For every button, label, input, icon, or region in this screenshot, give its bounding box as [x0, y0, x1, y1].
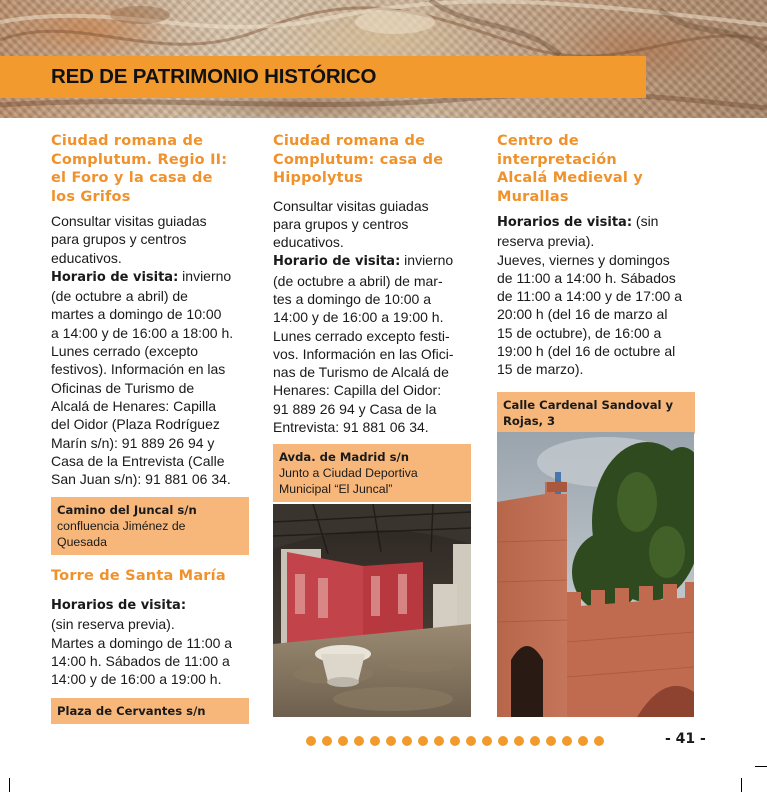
page-dot [306, 736, 316, 746]
page-dot [322, 736, 332, 746]
page-dot [402, 736, 412, 746]
page-dot [562, 736, 572, 746]
page-dot [466, 736, 476, 746]
mosaic-banner [0, 0, 767, 118]
column-foro [51, 132, 251, 724]
roman-villa-image [273, 504, 471, 717]
page-dot [386, 736, 396, 746]
section-heading-torre: Torre de Santa María [51, 568, 226, 585]
crop-mark [9, 778, 10, 792]
section-body: Consultar visitas guiadas para grupos y centros educativos. Horario de visita: invierno (de octubre a abril) de mar- tes a domingo de 10:00 a 14:00 y de 16:00 a 19:00 h. Lunes cerrado excepto festi- vos. Información en las Ofici- nas de Turismo de Alcalá de Henares: Capilla del Oidor: 91 889 26 94 y Casa de la Entrevista: 91 881 06 34. [273, 197, 454, 436]
section-body: Consultar visitas guiadas para grupos y centros educativos. Horario de visita: invierno (de octubre a abril) de martes a domingo de 10:00 a 14:00 y de 16:00 a 18:00 h. Lunes cerrado (excepto festivos). Información en las Oficinas de Turismo de Alcalá de Henares: Capilla del Oidor (Plaza Rodríguez Marín s/n): 91 889 26 94 y Casa de la Entrevista (Calle San Juan s/n): 91 881 06 34. [51, 213, 234, 488]
page-dot [578, 736, 588, 746]
column-hippolytus [273, 132, 471, 502]
section-heading: Centro de interpretación Alcalá Medieval y Murallas [497, 133, 643, 205]
page-dot [546, 736, 556, 746]
banner-title-bar [0, 56, 646, 98]
address-box: Avda. de Madrid s/n Junto a Ciudad Deportiva Municipal “El Juncal” [273, 444, 471, 502]
section-body: Horarios de visita: (sin reserva previa). Jueves, viernes y domingos de 11:00 a 14:00 h. Sábados de 11:00 a 14:00 y de 17:00 a 20:00 h (del 16 de marzo al 15 de octubre), de 16:00 a 19:00 h (del 16 de octubre al 15 de marzo). [497, 213, 683, 378]
schedule-label: Horarios de visita: [51, 597, 187, 613]
page-dot [594, 736, 604, 746]
torre-body: Horarios de visita: (sin reserva previa). Martes a domingo de 11:00 a 14:00 h. Sábados de 11:00 a 14:00 y de 16:00 a 19:00 h. [51, 597, 233, 688]
page-dot [450, 736, 460, 746]
page-number: - 41 - [665, 731, 706, 747]
schedule-label: Horarios de visita: [497, 215, 633, 230]
page-dot [482, 736, 492, 746]
schedule-label: Horario de visita: [273, 254, 401, 270]
page-dot [370, 736, 380, 746]
page-title: RED DE PATRIMONIO HISTÓRICO [51, 65, 377, 88]
crop-mark [741, 778, 742, 792]
schedule-label: Horario de visita: [51, 269, 179, 285]
page-dot [434, 736, 444, 746]
page-dot [418, 736, 428, 746]
page-dot [338, 736, 348, 746]
crop-mark [755, 766, 767, 767]
page-dot [354, 736, 364, 746]
page-dot [514, 736, 524, 746]
section-heading: Ciudad romana de Complutum: casa de Hippolytus [273, 133, 444, 186]
page-dots [306, 736, 604, 746]
address-box: Calle Cardenal Sandoval y Rojas, 3 [497, 392, 695, 434]
section-heading: Ciudad romana de Complutum. Regio II: el Foro y la casa de los Grifos [51, 133, 228, 205]
page-dot [498, 736, 508, 746]
photo-casa-hippolytus [273, 504, 471, 717]
address-box: Camino del Juncal s/n confluencia Jiménez de Quesada [51, 497, 249, 555]
address-box: Plaza de Cervantes s/n [51, 698, 249, 724]
page-dot [530, 736, 540, 746]
photo-murallas [497, 432, 694, 717]
column-alcala-medieval [497, 132, 695, 434]
medieval-wall-image [497, 432, 694, 717]
